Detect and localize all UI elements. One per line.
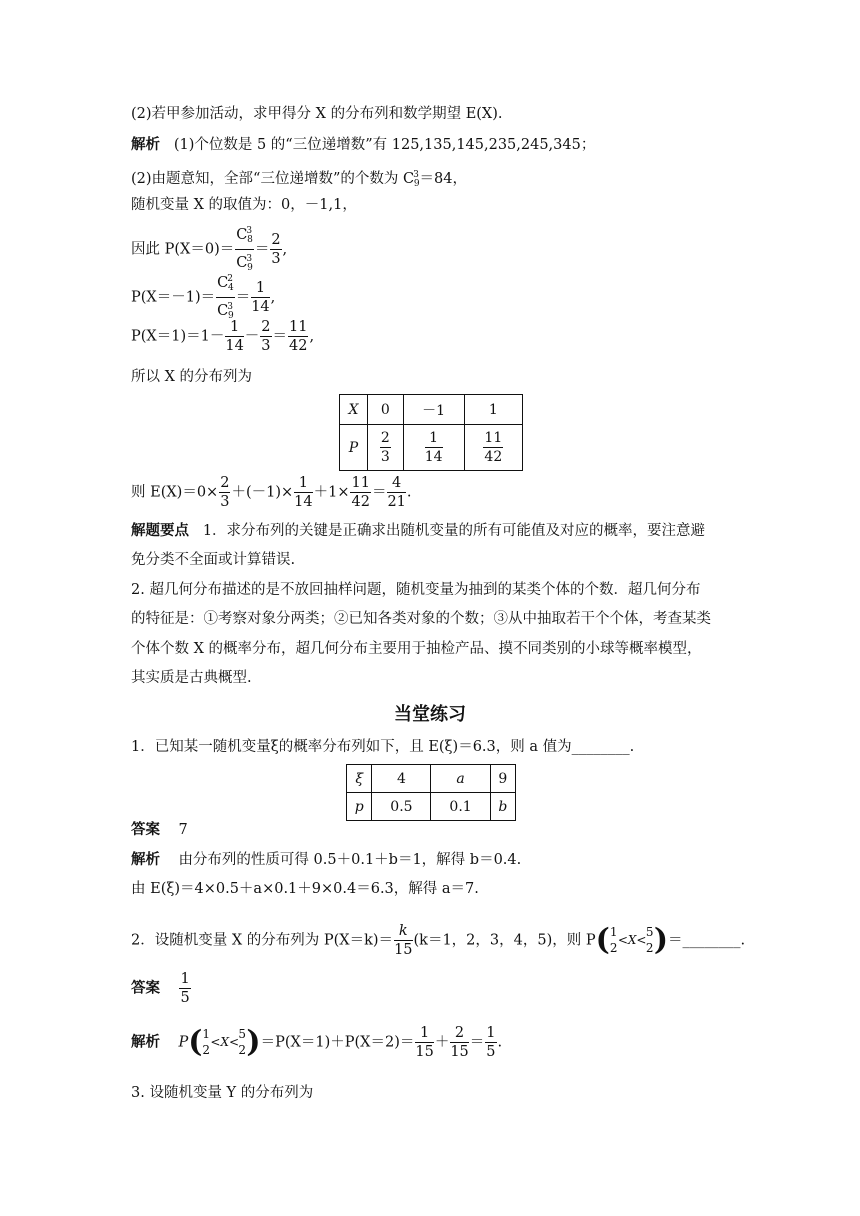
question-2: (2)若甲参加活动，求甲得分 X 的分布列和数学期望 E(X). <box>131 106 503 122</box>
expectation: 则 E(X)＝0× $\frac{2}{3}$ ＋(－1)× $\frac{1}{14}$ ＋1× $\frac{11}{42}$ ＝ $\frac{4}{21}$ . <box>131 475 412 510</box>
exercise-1-table <box>346 764 516 821</box>
table-cell: 0.1 <box>431 793 490 821</box>
table-row-label: P <box>340 425 368 471</box>
table-cell: $\frac{11}{42}$ <box>464 425 522 471</box>
section-title: 当堂练习 <box>394 704 466 725</box>
table-cell: $\frac{2}{3}$ <box>368 425 404 471</box>
distribution-table <box>339 394 523 471</box>
table-header-cell: 1 <box>464 395 522 425</box>
exercise-2: 2．设随机变量 X 的分布列为 P(X＝k)＝ $\frac{k}{15}$ (k＝1，2，3，4，5)，则 P( 1 2 <X< 5 2 )＝________. <box>131 922 746 958</box>
distribution-intro: 所以 X 的分布列为 <box>131 369 253 385</box>
exercise-1: 1．已知某一随机变量ξ的概率分布列如下，且 E(ξ)＝6.3，则 a 值为________. <box>131 739 635 755</box>
table-header-cell: 0 <box>368 395 404 425</box>
exercise-2-solution: 解析 P( 1 2 <X< 5 2 )＝P(X＝1)＋P(X＝2)＝ $\frac{1}{15}$ ＋ $\frac{2}{15}$ ＝ $\frac{1}{5}$ . <box>131 1024 503 1060</box>
tips-line-2: 免分类不全面或计算错误. <box>131 552 296 568</box>
table-header-cell: X <box>340 395 368 425</box>
tips-line-5: 个体个数 X 的概率分布，超几何分布主要用于抽检产品、摸不同类别的小球等概率模型， <box>131 641 702 657</box>
table-cell: 0.5 <box>372 793 431 821</box>
table-header-cell: 9 <box>490 765 515 793</box>
p-x-1: P(X＝1)＝1－ $\frac{1}{14}$ － $\frac{2}{3}$ ＝ $\frac{11}{42}$ , <box>131 319 315 354</box>
table-header-cell: ξ <box>347 765 372 793</box>
table-header-cell: 4 <box>372 765 431 793</box>
solution-1-text: (1)个位数是 5 的“三位递增数”有 125,135,145,235,245,345； <box>173 137 596 153</box>
tips-line-3: 2. 超几何分布描述的是不放回抽样问题，随机变量为抽到的某类个体的个数．超几何分布 <box>131 582 701 598</box>
answer-1: 答案 7 <box>131 822 188 838</box>
exercise-1-solution-1: 解析 由分布列的性质可得 0.5＋0.1＋b＝1，解得 b＝0.4. <box>131 852 522 868</box>
solution-part-1 <box>131 135 595 155</box>
table-cell: $\frac{1}{14}$ <box>403 425 464 471</box>
solution-label: 解析 <box>131 137 160 153</box>
tips-line-6: 其实质是古典概型. <box>131 670 252 686</box>
p-x-minus-1: P(X＝－1)＝ $\frac{C^2_4}{C^3_9}$ ＝ $\frac{1}{14}$ , <box>131 270 275 325</box>
p-x-0: 因此 P(X＝0)＝ $\frac{C^3_8}{C^3_9}$ ＝ $\frac{2}{3}$ , <box>131 222 287 277</box>
table-header-cell: －1 <box>403 395 464 425</box>
answer-2: 答案 $\frac{1}{5}$ <box>131 971 190 1006</box>
tips-line-4: 的特征是：①考察对象分两类；②已知各类对象的个数；③从中抽取若干个个体，考查某类 <box>131 611 711 627</box>
random-variable-values: 随机变量 X 的取值为：0，－1,1， <box>131 197 357 213</box>
exercise-1-solution-2: 由 E(ξ)＝4×0.5＋a×0.1＋9×0.4＝6.3，解得 a＝7. <box>131 881 479 897</box>
tips-line-1: 解题要点 1．求分布列的关键是正确求出随机变量的所有可能值及对应的概率，要注意避 <box>131 523 706 539</box>
table-cell: p <box>347 793 372 821</box>
table-header-cell: a <box>431 765 490 793</box>
solution-part-2: (2)由题意知，全部“三位递增数”的个数为 $C^3_9=84$， <box>131 170 467 189</box>
tips-label: 解题要点 <box>131 523 189 539</box>
table-cell: b <box>490 793 515 821</box>
exercise-3: 3. 设随机变量 Y 的分布列为 <box>131 1085 314 1101</box>
